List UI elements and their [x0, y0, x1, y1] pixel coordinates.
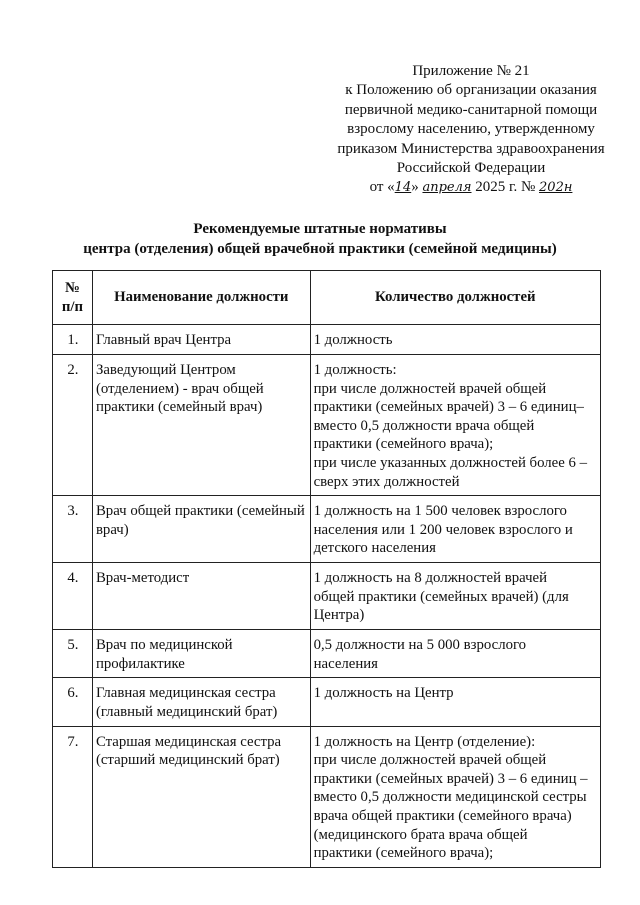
table-row — [53, 630, 601, 678]
count-text-line: 1 должность на Центр (отделение): — [313, 733, 536, 750]
position-name — [92, 355, 310, 496]
count-text-line: детского населения — [313, 540, 436, 557]
count-text-line: населения — [313, 655, 378, 672]
position-text-line: (старший медицинский брат) — [95, 752, 280, 769]
count-text-line: 1 должность на 1 500 человек взрослого — [313, 503, 567, 520]
position-count — [310, 678, 600, 726]
position-count — [310, 325, 600, 355]
position-name — [92, 325, 310, 355]
position-name — [92, 630, 310, 678]
count-text-line: вместо 0,5 должности медицинской сестры — [313, 789, 587, 806]
appendix-line: Приложение № 21 — [412, 63, 530, 79]
count-text-line: 1 должность на 8 должностей врачей — [313, 570, 547, 587]
count-text-line: вместо 0,5 должности врача общей — [313, 417, 535, 434]
count-text-line: практики (семейного врача); — [313, 436, 494, 453]
count-text-line: при числе указанных должностей более 6 – — [313, 454, 588, 471]
table-row — [53, 726, 601, 867]
table-row — [53, 563, 601, 630]
position-text-line: (главный медицинский брат) — [95, 703, 278, 720]
row-number: 4. — [53, 563, 93, 630]
table-row — [53, 355, 601, 496]
position-text-line: Главная медицинская сестра — [95, 685, 276, 702]
title-line-1: Рекомендуемые штатные нормативы — [193, 221, 447, 237]
count-text-line: практики (семейных врачей) 3 – 6 единиц – — [313, 770, 588, 787]
header-count: Количество должностей — [310, 271, 600, 325]
count-text-line: сверх этих должностей — [313, 473, 460, 490]
appendix-line: взрослому населению, утвержденному — [347, 121, 595, 138]
count-text-line: практики (семейного врача); — [313, 845, 494, 862]
order-day: 14 — [394, 180, 412, 196]
position-name — [92, 726, 310, 867]
count-text-line: практики (семейных врачей) 3 – 6 единиц– — [313, 399, 584, 416]
position-count — [310, 630, 600, 678]
row-number: 6. — [53, 678, 93, 726]
position-count — [310, 563, 600, 630]
position-text-line: профилактике — [95, 655, 185, 672]
row-number: 1. — [53, 325, 93, 355]
position-count — [310, 496, 600, 563]
header-position: Наименование должности — [92, 271, 310, 325]
position-name — [92, 678, 310, 726]
count-text-line: 0,5 должности на 5 000 взрослого — [313, 637, 527, 654]
row-number: 7. — [53, 726, 93, 867]
date-quote: » — [411, 179, 419, 196]
table-row — [53, 678, 601, 726]
position-name — [92, 563, 310, 630]
appendix-header — [318, 62, 624, 198]
count-text-line: 1 должность на Центр — [313, 685, 454, 702]
count-text-line: врача общей практики (семейного врача) — [313, 807, 572, 824]
position-name — [92, 496, 310, 563]
table-body — [53, 325, 601, 868]
position-count — [310, 726, 600, 867]
date-prefix: от « — [369, 179, 395, 196]
row-number: 2. — [53, 355, 93, 496]
position-text-line: Врач по медицинской — [95, 637, 233, 654]
appendix-line: первичной медико-санитарной помощи — [344, 101, 598, 118]
count-text-line: Центра) — [313, 607, 365, 624]
table-row — [53, 496, 601, 563]
appendix-line: Российской Федерации — [396, 160, 546, 177]
table-row — [53, 325, 601, 355]
count-text-line: (медицинского брата врача общей — [313, 826, 528, 843]
position-count — [310, 355, 600, 496]
row-number: 5. — [53, 630, 93, 678]
header-number: № п/п — [53, 271, 93, 325]
document-title — [40, 219, 600, 259]
position-text-line: практики (семейный врач) — [95, 399, 263, 416]
position-text-line: Главный врач Центра — [95, 332, 232, 348]
count-text-line: при числе должностей врачей общей — [313, 752, 547, 769]
order-year: 2025 г. № — [475, 179, 536, 196]
appendix-line: приказом Министерства здравоохранения — [337, 140, 605, 157]
count-text-line: 1 должность — [313, 332, 393, 348]
count-text-line: общей практики (семейных врачей) (для — [313, 588, 569, 605]
order-date-line — [318, 178, 624, 197]
position-text-line: Заведующий Центром — [95, 362, 236, 378]
position-text-line: Врач общей практики (семейный — [95, 503, 305, 520]
count-text-line: 1 должность: — [313, 362, 397, 378]
row-number: 3. — [53, 496, 93, 563]
position-text-line: Старшая медицинская сестра — [95, 733, 282, 750]
order-number: 202н — [539, 180, 573, 196]
table-header-row — [53, 271, 601, 325]
position-text-line: врач) — [95, 521, 129, 538]
count-text-line: при числе должностей врачей общей — [313, 380, 547, 397]
appendix-line: к Положению об организации оказания — [345, 82, 597, 99]
position-text-line: Врач-методист — [95, 570, 190, 587]
order-month: апреля — [422, 180, 472, 196]
count-text-line: населения или 1 200 человек взрослого и — [313, 521, 573, 538]
title-line-2: центра (отделения) общей врачебной практики (семейной медицины) — [83, 241, 557, 257]
staffing-table — [52, 270, 601, 868]
position-text-line: (отделением) - врач общей — [95, 380, 264, 397]
